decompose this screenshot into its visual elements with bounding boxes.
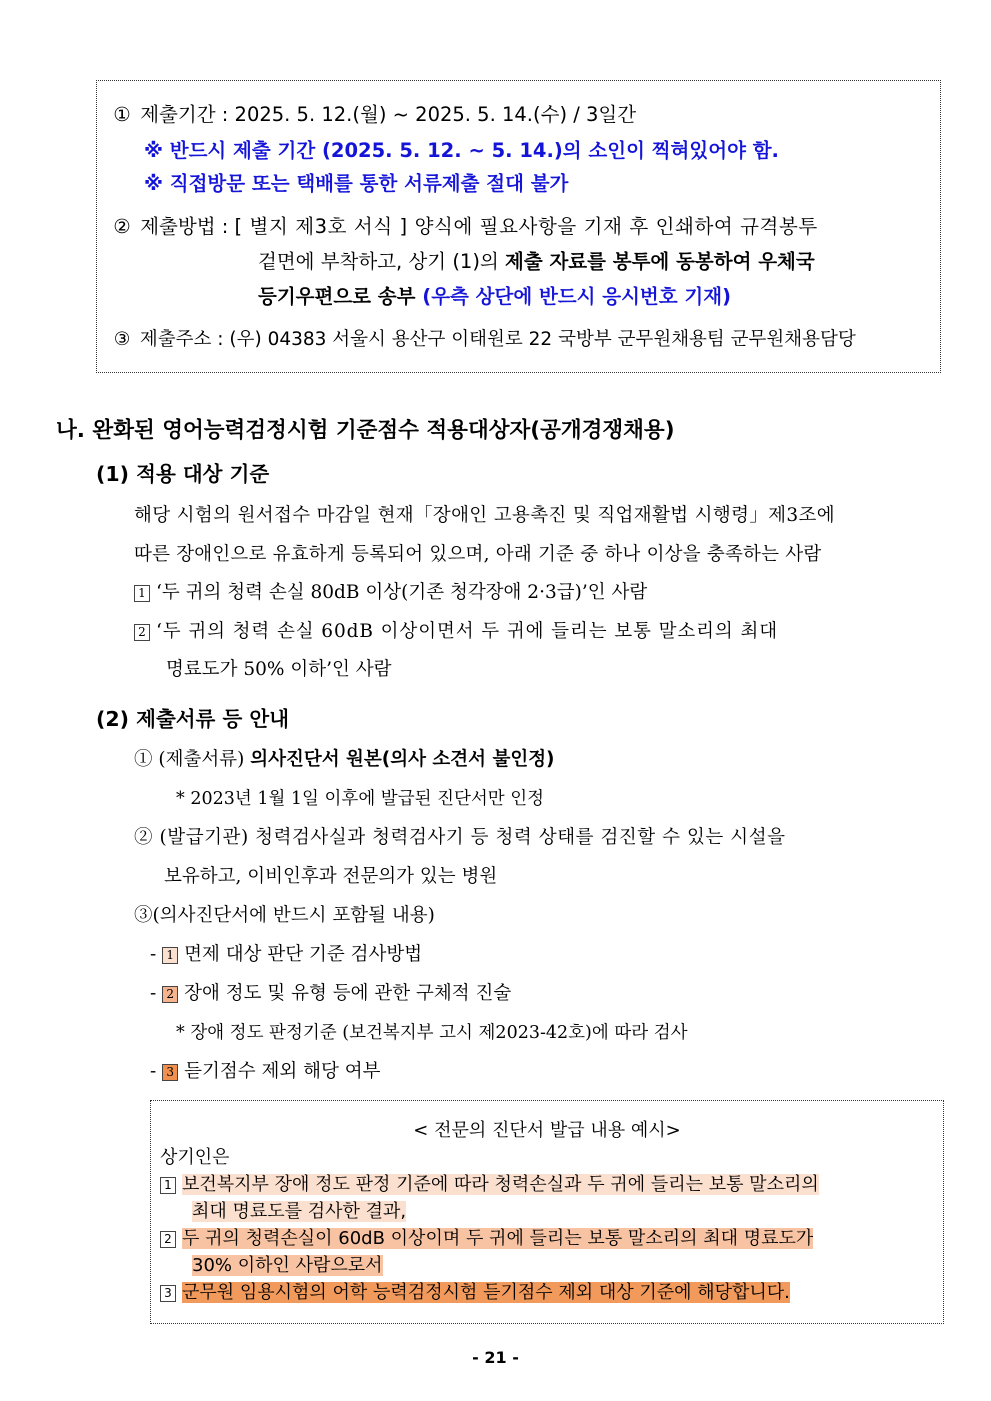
box-number-2-icon: 2: [160, 1231, 176, 1248]
example-line-1-cont: 최대 명료도를 검사한 결과,: [192, 1201, 407, 1222]
postmark-note: ※ 반드시 제출 기간 (2025. 5. 12. ~ 5. 14.)의 소인이 찍혀있어야 함.: [144, 139, 779, 162]
criterion-2: 2 ‘두 귀의 청력 손실 60dB 이상이면서 두 귀에 들리는 보통 말소리의 최대: [134, 619, 778, 645]
doc-item-3: ③(의사진단서에 반드시 포함될 내용): [134, 905, 435, 926]
box-number-3-icon: 3: [160, 1285, 176, 1302]
example-box-title: < 전문의 진단서 발급 내용 예시>: [413, 1120, 681, 1141]
criterion-2-cont: 명료도가 50% 이하’인 사람: [166, 659, 392, 680]
doc-item-1-note: * 2023년 1월 1일 이후에 발급된 진단서만 인정: [176, 789, 545, 809]
required-content-3: - 3 듣기점수 제외 해당 여부: [150, 1061, 381, 1082]
box-number-1-icon: 1: [160, 1177, 176, 1194]
doc-item-2: ② (발급기관) 청력검사실과 청력검사기 등 청력 상태를 검진할 수 있는 시설을: [134, 827, 786, 848]
submission-address-line: ③ 제출주소 : (우) 04383 서울시 용산구 이태원로 22 국방부 군무원채용팀 군무원채용담당: [113, 329, 856, 350]
example-line-1: 1 보건복지부 장애 정도 판정 기준에 따라 청력손실과 두 귀에 들리는 보통 말소리의: [160, 1172, 819, 1198]
doc-item-2-cont: 보유하고, 이비인후과 전문의가 있는 병원: [164, 866, 498, 887]
submission-method-label: 제출방법 :: [140, 215, 229, 238]
example-intro: 상기인은: [160, 1147, 230, 1168]
submission-method-line: ② 제출방법 : [ 별지 제3호 서식 ] 양식에 필요사항을 기재 후 인쇄하여 규격봉투: [113, 215, 818, 238]
required-content-2: - 2 장애 정도 및 유형 등에 관한 구체적 진술: [150, 983, 512, 1004]
section-title: 나. 완화된 영어능력검정시험 기준점수 적용대상자(공개경쟁채용): [56, 418, 675, 443]
submission-period-label: 제출기간 :: [140, 103, 229, 126]
box-number-1-icon: 1: [162, 947, 178, 964]
no-direct-visit-note: ※ 직접방문 또는 택배를 통한 서류제출 절대 불가: [144, 172, 569, 195]
subsection-1-title: (1) 적용 대상 기준: [96, 462, 270, 486]
subsection-2-title: (2) 제출서류 등 안내: [96, 707, 290, 731]
example-line-2: 2 두 귀의 청력손실이 60dB 이상이며 두 귀에 들리는 보통 말소리의 최대 명료도가: [160, 1226, 813, 1252]
submission-method-line2: 겉면에 부착하고, 상기 (1)의 제출 자료를 봉투에 동봉하여 우체국: [258, 250, 815, 273]
submission-period-line: ① 제출기간 : 2025. 5. 12.(월) ~ 2025. 5. 14.(수) / 3일간: [113, 103, 637, 126]
submission-method-line3: 등기우편으로 송부 (우측 상단에 반드시 응시번호 기재): [258, 285, 731, 308]
doc-item-1: ① (제출서류) 의사진단서 원본(의사 소견서 불인정): [134, 749, 555, 770]
example-line-2-cont: 30% 이하인 사람으로서: [192, 1255, 383, 1276]
box-number-2-icon: 2: [134, 624, 150, 641]
criterion-1: 1 ‘두 귀의 청력 손실 80dB 이상(기존 청각장애 2·3급)’인 사람: [134, 580, 647, 606]
criteria-paragraph-line1: 해당 시험의 원서접수 마감일 현재「장애인 고용촉진 및 직업재활법 시행령」제3조에: [134, 505, 835, 526]
page-number: - 21 -: [472, 1348, 519, 1367]
required-content-2-note: * 장애 정도 판정기준 (보건복지부 고시 제2023-42호)에 따라 검사: [176, 1023, 688, 1043]
submission-address-text: (우) 04383 서울시 용산구 이태원로 22 국방부 군무원채용팀 군무원채용담당: [229, 329, 856, 350]
box-number-1-icon: 1: [134, 585, 150, 602]
criteria-paragraph-line2: 따른 장애인으로 유효하게 등록되어 있으며, 아래 기준 중 하나 이상을 충족하는 사람: [134, 544, 822, 565]
submission-method-text: [ 별지 제3호 서식 ] 양식에 필요사항을 기재 후 인쇄하여 규격봉투: [234, 215, 818, 238]
example-line-3: 3 군무원 임용시험의 어학 능력검정시험 듣기점수 제외 대상 기준에 해당합니다.: [160, 1280, 790, 1306]
required-content-1: - 1 면제 대상 판단 기준 검사방법: [150, 944, 423, 965]
box-number-3-icon: 3: [162, 1064, 178, 1081]
submission-address-label: 제출주소 :: [139, 329, 224, 350]
submission-period-text: 2025. 5. 12.(월) ~ 2025. 5. 14.(수) / 3일간: [234, 103, 637, 126]
box-number-2-icon: 2: [162, 986, 178, 1003]
